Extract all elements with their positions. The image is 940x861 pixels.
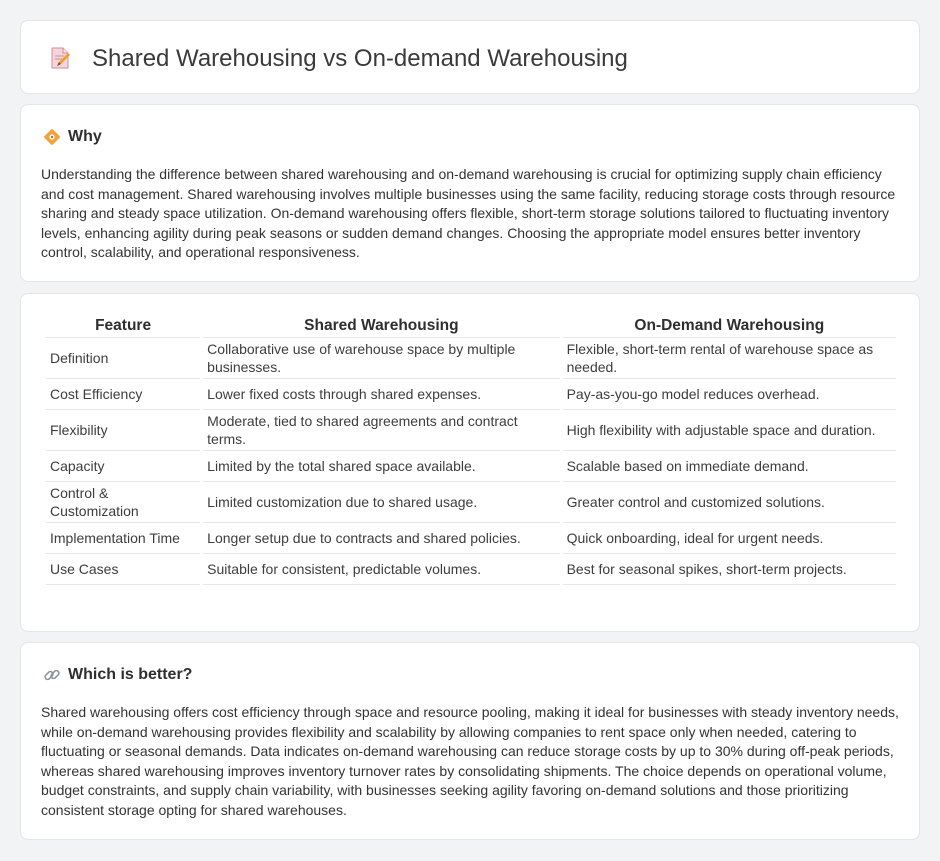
header-card <box>20 20 920 94</box>
table-row <box>46 482 896 523</box>
feature-cell: Capacity <box>46 451 200 482</box>
shared-cell: Limited customization due to shared usage. <box>203 482 559 523</box>
table-row <box>46 410 896 451</box>
header-shared: Shared Warehousing <box>203 316 559 338</box>
shared-cell: Suitable for consistent, predictable volumes. <box>203 554 559 585</box>
ondemand-cell: Pay-as-you-go model reduces overhead. <box>563 379 896 410</box>
header-ondemand: On-Demand Warehousing <box>563 316 896 338</box>
page-title: Shared Warehousing vs On-demand Warehousing <box>92 45 628 72</box>
table-row <box>46 554 896 585</box>
ondemand-cell: Flexible, short-term rental of warehouse space as needed. <box>563 338 896 379</box>
feature-cell: Implementation Time <box>46 523 200 554</box>
why-title: Why <box>68 128 102 145</box>
better-heading <box>43 665 192 685</box>
ondemand-cell: Scalable based on immediate demand. <box>563 451 896 482</box>
shared-cell: Collaborative use of warehouse space by multiple businesses. <box>203 338 559 379</box>
better-text: Shared warehousing offers cost efficiency through space and resource pooling, making it ideal for businesses with steady inventory needs, while on-demand warehousing provides flexibility and scalability by allowing companies to rent space only when needed, catering to fluctuating or seasonal demands. Data indicates on-demand warehousing can reduce storage costs by up to 30% during off-peak periods, whereas shared warehousing improves inventory turnover rates by consolidating shipments. The choice depends on operational volume, budget constraints, and supply chain variability, with businesses seeking agility favoring on-demand solutions and those prioritizing consistent storage opting for shared warehouses. <box>41 704 899 818</box>
feature-cell: Use Cases <box>46 554 200 585</box>
feature-cell: Flexibility <box>46 410 200 451</box>
shared-cell: Limited by the total shared space available. <box>203 451 559 482</box>
header-feature: Feature <box>46 316 200 338</box>
link-icon <box>43 666 61 684</box>
shared-cell: Longer setup due to contracts and shared policies. <box>203 523 559 554</box>
shared-cell: Moderate, tied to shared agreements and contract terms. <box>203 410 559 451</box>
comparison-table-card <box>20 293 920 632</box>
comparison-table <box>43 316 899 585</box>
table-row <box>46 451 896 482</box>
why-heading <box>43 127 102 147</box>
document-pencil-icon <box>47 45 73 71</box>
ondemand-cell: Greater control and customized solutions. <box>563 482 896 523</box>
feature-cell: Control & Customization <box>46 482 200 523</box>
table-row <box>46 379 896 410</box>
ondemand-cell: High flexibility with adjustable space and duration. <box>563 410 896 451</box>
feature-cell: Definition <box>46 338 200 379</box>
table-header-row <box>46 316 896 338</box>
table-row <box>46 523 896 554</box>
which-is-better-section <box>20 642 920 840</box>
why-text: Understanding the difference between shared warehousing and on-demand warehousing is crucial for optimizing supply chain efficiency and cost management. Shared warehousing involves multiple businesses using the same facility, reducing storage costs through resource sharing and steady space utilization. On-demand warehousing offers flexible, short-term storage solutions tailored to fluctuating inventory levels, enhancing agility during peak seasons or sudden demand changes. Choosing the appropriate model ensures better inventory control, scalability, and operational responsiveness. <box>41 166 896 260</box>
why-section <box>20 104 920 282</box>
feature-cell: Cost Efficiency <box>46 379 200 410</box>
ondemand-cell: Best for seasonal spikes, short-term projects. <box>563 554 896 585</box>
diamond-warning-icon <box>43 128 61 146</box>
better-title: Which is better? <box>68 666 193 683</box>
ondemand-cell: Quick onboarding, ideal for urgent needs. <box>563 523 896 554</box>
shared-cell: Lower fixed costs through shared expenses. <box>203 379 559 410</box>
table-row <box>46 338 896 379</box>
